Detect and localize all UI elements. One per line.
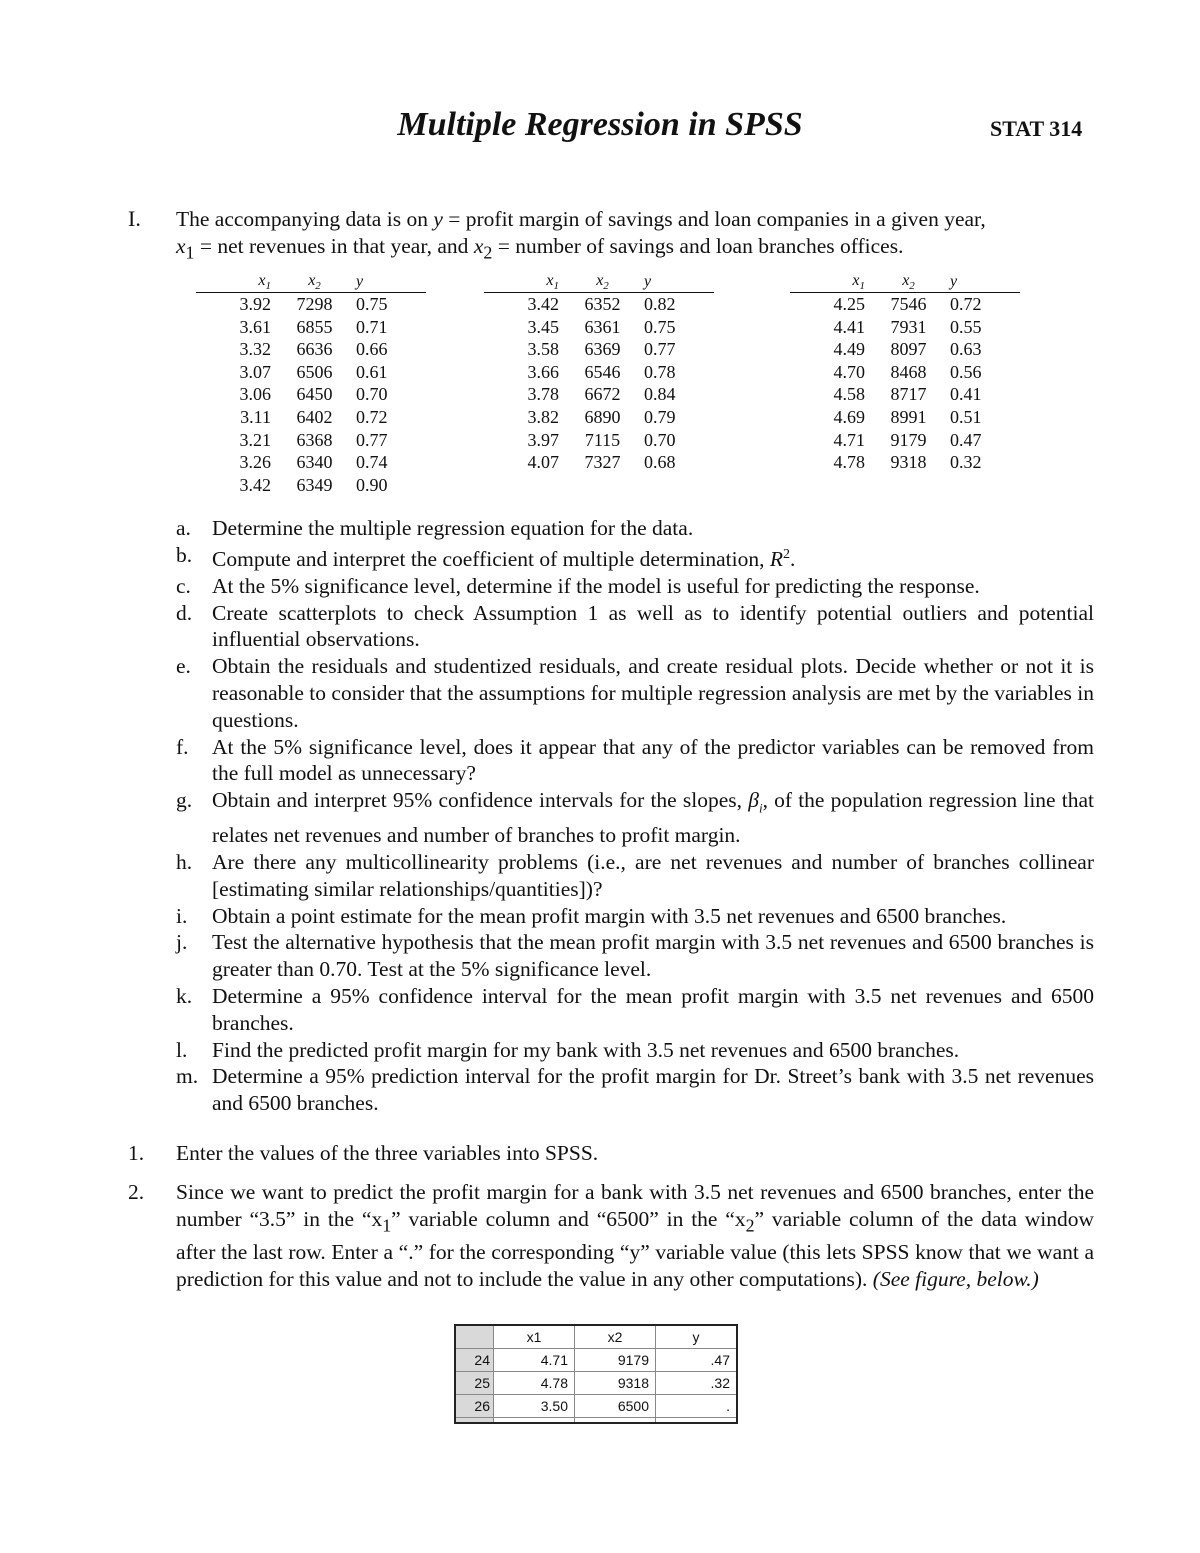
column-header: y (946, 272, 1020, 293)
table-row (790, 293, 1020, 316)
column-header: $x_1$ (484, 272, 565, 293)
table-cell: 0.72 (356, 406, 388, 427)
table-cell: 0.75 (356, 293, 388, 314)
question-list (176, 515, 1094, 1117)
grid-row-number[interactable]: 25 (455, 1372, 494, 1395)
question-label: j. (176, 930, 188, 955)
table-row (790, 451, 1020, 474)
column-header: $x_2$ (871, 272, 946, 293)
step-sub-b: 2 (745, 1215, 755, 1236)
table-cell: 7298 (296, 293, 333, 314)
question-text: Determine a 95% prediction interval for the profit margin for Dr. Street’s bank with 3.5 net revenues and 6500 branches. (212, 1064, 1094, 1116)
table-cell: 6636 (296, 339, 333, 360)
table-cell: 0.79 (644, 406, 676, 427)
table-cell: 4.71 (833, 429, 865, 450)
table-cell: 0.77 (356, 429, 388, 450)
table-cell: 0.41 (950, 384, 982, 405)
x2-subscript: 2 (483, 242, 493, 263)
question-text: At the 5% significance level, determine if the model is useful for predicting the response. (212, 573, 980, 598)
table-cell: 6450 (296, 384, 333, 405)
table-cell: 8097 (890, 339, 927, 360)
course-code: STAT 314 (990, 116, 1083, 141)
table-cell: 6349 (296, 474, 333, 495)
table-row (790, 406, 1020, 429)
grid-partial-row (455, 1418, 737, 1424)
table-cell: 3.61 (239, 316, 271, 337)
table-cell: 9179 (890, 429, 927, 450)
table-cell: 6352 (584, 293, 621, 314)
question-text: Test the alternative hypothesis that the mean profit margin with 3.5 net revenues and 6500 branches is greater than 0.70. Test at the 5% significance level. (212, 930, 1094, 982)
grid-cell[interactable]: 4.78 (494, 1372, 575, 1395)
question-item (176, 787, 1094, 849)
column-header: $x_2$ (565, 272, 640, 293)
question-text: Find the predicted profit margin for my bank with 3.5 net revenues and 6500 branches. (212, 1037, 960, 1062)
data-table-2 (484, 272, 714, 474)
table-cell: 3.26 (239, 452, 271, 473)
question-label: b. (176, 542, 193, 567)
step-1 (128, 1140, 1094, 1167)
table-cell: 7546 (890, 293, 927, 314)
step-number: 2. (128, 1180, 145, 1204)
table-row (196, 451, 426, 474)
question-text: Are there any multicollinearity problems (i.e., are net revenues and number of branches collinear [estimating similar relationships/quantities])? (212, 850, 1094, 901)
question-text: Determine a 95% confidence interval for the mean profit margin with 3.5 net revenues and 6500 branches. (212, 984, 1094, 1035)
grid-cell (656, 1418, 738, 1424)
grid-cell[interactable]: 9318 (575, 1372, 656, 1395)
column-header: $x_1$ (790, 272, 871, 293)
table-cell: 0.61 (356, 361, 388, 382)
question-item (176, 1037, 1094, 1064)
table-cell: 0.66 (356, 339, 388, 360)
table-cell: 3.42 (239, 474, 271, 495)
table-cell: 6361 (584, 316, 621, 337)
table-row (484, 451, 714, 474)
table-cell: 3.58 (527, 339, 559, 360)
table-cell: 4.25 (833, 293, 865, 314)
table-cell: 7931 (890, 316, 927, 337)
table-cell: 3.45 (527, 316, 559, 337)
grid-column-header[interactable]: x1 (494, 1325, 575, 1349)
table-row (790, 316, 1020, 339)
table-row (196, 338, 426, 361)
table-row (196, 361, 426, 384)
table-cell: 6890 (584, 406, 621, 427)
question-text: At the 5% significance level, does it appear that any of the predictor variables can be removed from the full model as unnecessary? (212, 734, 1094, 786)
table-row (196, 406, 426, 429)
column-header: $x_2$ (277, 272, 352, 293)
y-variable: y (433, 207, 443, 231)
table-cell: 3.06 (239, 384, 271, 405)
table-cell: 3.11 (240, 406, 271, 427)
step-figure-note: (See figure, below.) (872, 1267, 1039, 1292)
table-cell: 6546 (584, 361, 621, 382)
question-label: d. (176, 600, 193, 625)
question-text: Create scatterplots to check Assumption 1 as well as to identify potential outliers and potential influential observations. (212, 600, 1094, 652)
table-cell: 0.84 (644, 384, 676, 405)
table-cell: 0.51 (950, 406, 982, 427)
table-row (484, 316, 714, 339)
grid-cell[interactable]: 4.71 (494, 1349, 575, 1372)
table-cell: 4.58 (833, 384, 865, 405)
problem-intro (176, 206, 1094, 266)
table-cell: 8468 (890, 361, 927, 382)
step-text-b: ” variable column and “6500” in the “x (391, 1207, 746, 1231)
question-item (176, 983, 1094, 1037)
table-cell: 0.63 (950, 339, 982, 360)
table-cell: 3.92 (239, 293, 271, 314)
table-row (196, 429, 426, 452)
grid-column-header[interactable]: x2 (575, 1325, 656, 1349)
question-item (176, 600, 1094, 654)
question-label: k. (176, 984, 193, 1008)
question-item (176, 653, 1094, 733)
question-text: Obtain and interpret 95% confidence intervals for the slopes, $\beta_i$, of the population regression line that relates net revenues and number of branches to profit margin. (212, 788, 1094, 848)
table-cell: 6368 (296, 429, 333, 450)
table-row (484, 406, 714, 429)
table-cell: 6855 (296, 316, 333, 337)
table-cell: 0.72 (950, 293, 982, 314)
x1-subscript: 1 (185, 242, 195, 263)
question-label: a. (176, 516, 191, 540)
x1-variable: x (176, 234, 186, 258)
table-cell: 4.69 (833, 406, 865, 427)
table-cell: 0.56 (950, 361, 982, 382)
table-cell: 4.49 (833, 339, 865, 360)
table-row (790, 384, 1020, 407)
question-item (176, 734, 1094, 788)
table-row (196, 474, 426, 497)
problem-number: I. (128, 206, 141, 231)
table-cell: 0.47 (950, 429, 982, 450)
table-cell: 0.90 (356, 474, 388, 495)
table-row (196, 293, 426, 316)
table-cell: 3.78 (527, 384, 559, 405)
table-row (484, 429, 714, 452)
question-label: f. (176, 734, 189, 759)
table-cell: 4.78 (833, 452, 865, 473)
table-row (196, 384, 426, 407)
question-label: l. (176, 1037, 188, 1062)
step-number: 1. (128, 1141, 145, 1165)
table-cell: 0.55 (950, 316, 982, 337)
table-row (484, 384, 714, 407)
step-text-a: Since we want to predict the profit margin for a bank with 3.5 net revenues and 6500 branches, enter the number “3.5” in the “x (176, 1180, 1094, 1231)
spss-data-grid (454, 1324, 738, 1424)
question-label: h. (176, 850, 193, 875)
question-item (176, 903, 1094, 930)
question-text: Determine the multiple regression equation for the data. (212, 516, 694, 540)
table-cell: 3.66 (527, 361, 559, 382)
table-cell: 0.77 (644, 339, 676, 360)
table-cell: 8717 (890, 384, 927, 405)
grid-cell (575, 1418, 656, 1424)
step-text: Enter the values of the three variables into SPSS. (176, 1141, 599, 1165)
grid-cell (494, 1418, 575, 1424)
question-text: Obtain a point estimate for the mean profit margin with 3.5 net revenues and 6500 branches. (212, 903, 1007, 928)
table-cell: 4.70 (833, 361, 865, 382)
grid-cell[interactable]: . (656, 1395, 738, 1418)
table-cell: 0.32 (950, 452, 982, 473)
step-text (176, 1179, 1094, 1293)
question-label: e. (176, 654, 191, 679)
question-text: Compute and interpret the coefficient of multiple determination, $R^2$. (212, 546, 796, 571)
table-cell: 6506 (296, 361, 333, 382)
table-row (484, 338, 714, 361)
table-cell: 0.75 (644, 316, 676, 337)
table-cell: 7327 (584, 452, 621, 473)
table-cell: 6369 (584, 339, 621, 360)
grid-cell[interactable]: 6500 (575, 1395, 656, 1418)
grid-cell (455, 1418, 494, 1424)
table-cell: 7115 (584, 429, 621, 450)
table-cell: 9318 (890, 452, 927, 473)
question-item (176, 849, 1094, 903)
table-row (196, 316, 426, 339)
table-cell: 4.07 (527, 452, 559, 473)
step-2 (128, 1179, 1094, 1293)
table-row (790, 429, 1020, 452)
question-text: Obtain the residuals and studentized residuals, and create residual plots. Decide whether or not it is reasonable to consider that the assumptions for multiple regression analysis are met by the variables in questions. (212, 654, 1094, 732)
grid-cell[interactable]: 3.50 (494, 1395, 575, 1418)
table-cell: 4.41 (833, 316, 865, 337)
table-cell: 3.82 (527, 406, 559, 427)
grid-cell[interactable]: .47 (656, 1349, 738, 1372)
table-cell: 0.68 (644, 452, 676, 473)
x2-variable: x (473, 234, 484, 258)
question-item (176, 542, 1094, 573)
table-cell: 3.32 (239, 339, 271, 360)
table-cell: 0.71 (356, 316, 388, 337)
table-cell: 0.82 (644, 293, 676, 314)
table-cell: 0.78 (644, 361, 676, 382)
grid-row (455, 1395, 737, 1418)
table-row (790, 338, 1020, 361)
step-sub-a: 1 (382, 1215, 392, 1236)
table-cell: 6672 (584, 384, 621, 405)
question-item (176, 515, 1094, 542)
table-cell: 3.97 (527, 429, 559, 450)
data-table-1 (196, 272, 426, 497)
column-header: y (352, 272, 426, 293)
grid-row-number[interactable]: 26 (455, 1395, 494, 1418)
question-item (176, 573, 1094, 600)
table-cell: 6402 (296, 406, 333, 427)
intro-text-a: The accompanying data is on (176, 207, 434, 231)
table-cell: 8991 (890, 406, 927, 427)
grid-cell[interactable]: 9179 (575, 1349, 656, 1372)
intro-text-d: = number of savings and loan branches offices. (492, 234, 904, 258)
grid-row (455, 1372, 737, 1395)
table-cell: 0.74 (356, 452, 388, 473)
table-row (790, 361, 1020, 384)
question-item (176, 1063, 1094, 1117)
question-label: i. (176, 903, 188, 928)
column-header: y (640, 272, 714, 293)
data-table-3 (790, 272, 1020, 474)
question-label: c. (176, 573, 191, 598)
grid-corner[interactable] (455, 1325, 494, 1349)
table-cell: 0.70 (644, 429, 676, 450)
column-header: $x_1$ (196, 272, 277, 293)
page-title: Multiple Regression in SPSS (397, 106, 803, 143)
intro-text-c: = net revenues in that year, and (194, 234, 474, 258)
table-cell: 0.70 (356, 384, 388, 405)
table-row (484, 361, 714, 384)
question-label: m. (176, 1064, 199, 1089)
intro-text-b: = profit margin of savings and loan companies in a given year, (442, 207, 986, 231)
grid-column-header[interactable]: y (656, 1325, 738, 1349)
table-cell: 6340 (296, 452, 333, 473)
table-cell: 3.42 (527, 293, 559, 314)
grid-cell[interactable]: .32 (656, 1372, 738, 1395)
step-text-c: ” variable column of the data window after the last row. Enter a “.” for the corresponding “y” variable value (this lets SPSS know that we want a prediction for this value and not to include the value in any other computations). (176, 1207, 1094, 1292)
grid-row-number[interactable]: 24 (455, 1349, 494, 1372)
grid-row (455, 1349, 737, 1372)
question-item (176, 929, 1094, 983)
table-cell: 3.07 (239, 361, 271, 382)
table-row (484, 293, 714, 316)
table-cell: 3.21 (239, 429, 271, 450)
question-label: g. (176, 788, 193, 813)
